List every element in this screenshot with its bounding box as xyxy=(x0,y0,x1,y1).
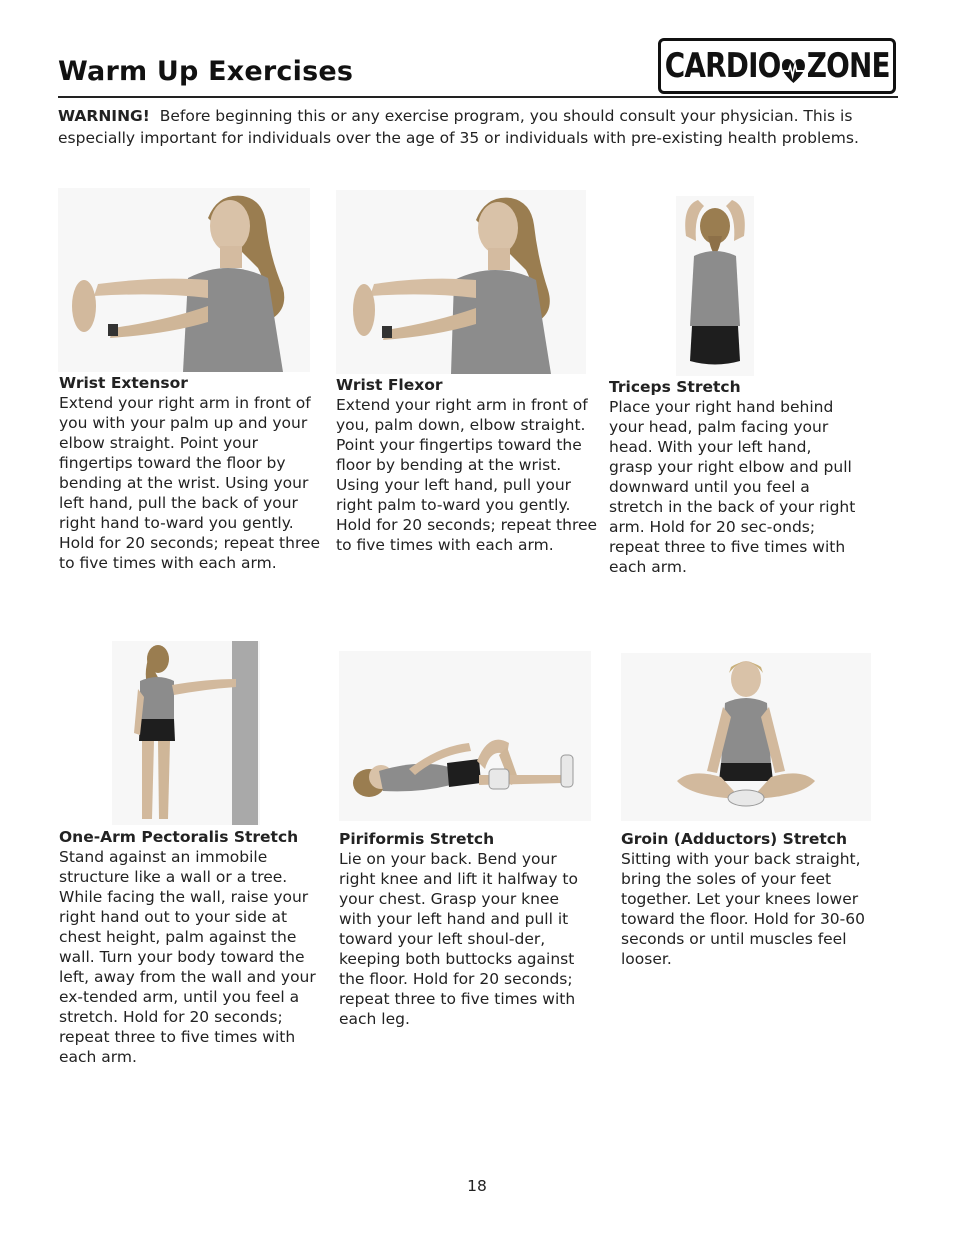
exercise-title: One-Arm Pectoralis Stretch xyxy=(59,828,299,846)
exercise-card-pectoralis-stretch xyxy=(59,827,321,1067)
exercise-card-groin-stretch xyxy=(621,829,871,969)
exercise-card-triceps-stretch xyxy=(609,377,859,577)
heart-pulse-icon xyxy=(781,53,806,79)
groin-stretch-photo xyxy=(621,653,871,821)
exercise-card-wrist-flexor xyxy=(336,375,598,555)
exercise-description: Sitting with your back straight, bring the soles of your feet together. Let your knees lower toward the floor. Hold for 30-60 seconds or until muscles feel looser. xyxy=(621,850,865,968)
exercise-description: Lie on your back. Bend your right knee and lift it halfway to your chest. Grasp your knee with your left hand and pull it toward your left shoul-der, keeping both buttocks against the floor. Hold for 20 seconds; repeat three to five times with each leg. xyxy=(339,850,578,1028)
warning-label: WARNING! xyxy=(58,107,150,125)
exercise-card-piriformis-stretch xyxy=(339,829,591,1029)
exercise-description: Stand against an immobile structure like a wall or a tree. While facing the wall, raise your right hand out to your side at chest height, palm against the wall. Turn your body toward the left, away from the wall and your ex-tended arm, until you feel a stretch. Hold for 20 seconds; repeat three to five times with each arm. xyxy=(59,848,316,1066)
exercise-description: Extend your right arm in front of you with your palm up and your elbow straight. Point your fingertips toward the floor by bending at the wrist. Using your left hand, pull the back of your right hand to-ward you gently. Hold for 20 seconds; repeat three to five times with each arm. xyxy=(59,394,321,572)
exercise-description: Place your right hand behind your head, palm facing your head. With your left hand, grasp your right elbow and pull downward until you feel a stretch in the back of your right arm. Hold for 20 sec-onds; repeat three to five times with each arm. xyxy=(609,398,856,576)
piriformis-stretch-photo xyxy=(339,651,591,821)
warning-paragraph xyxy=(58,106,898,149)
wrist-flexor-photo xyxy=(336,190,586,374)
wrist-extensor-photo xyxy=(58,188,310,372)
triceps-stretch-photo xyxy=(676,196,754,376)
exercise-title: Piriformis Stretch xyxy=(339,830,495,848)
exercise-title: Wrist Flexor xyxy=(336,376,443,394)
pectoralis-stretch-photo xyxy=(112,641,260,825)
warning-text: Before beginning this or any exercise program, you should consult your physician. This is especially important for individuals over the age of 35 or individuals with pre-existing health problems. xyxy=(58,107,859,147)
exercise-description: Extend your right arm in front of you, palm down, elbow straight. Point your fingertips toward the floor by bending at the wrist. Using your left hand, pull your right palm to-ward you gently. Hold for 20 seconds; repeat three to five times with each arm. xyxy=(336,396,598,554)
exercise-card-wrist-extensor xyxy=(59,373,321,573)
exercise-title: Triceps Stretch xyxy=(609,378,741,396)
page-title: Warm Up Exercises xyxy=(58,56,354,87)
header-divider xyxy=(58,96,898,98)
logo-text-right: ZONE xyxy=(806,46,890,86)
exercise-title: Wrist Extensor xyxy=(59,374,188,392)
exercise-title: Groin (Adductors) Stretch xyxy=(621,830,848,848)
cardio-zone-logo xyxy=(658,38,896,94)
page-number: 18 xyxy=(467,1177,487,1195)
logo-text-left: CARDIO xyxy=(664,46,781,86)
